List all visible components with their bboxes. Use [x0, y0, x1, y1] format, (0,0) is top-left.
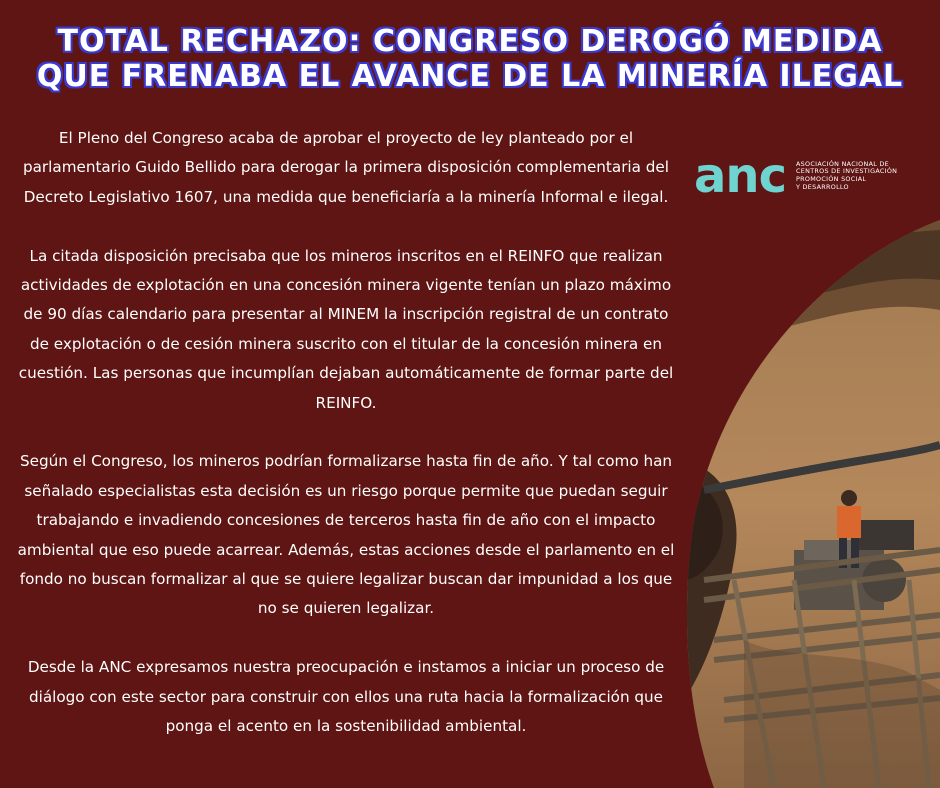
mining-photo — [684, 220, 940, 788]
logo-line-1: ASOCIACIÓN NACIONAL DE — [796, 159, 889, 168]
paragraph-4: Desde la ANC expresamos nuestra preocupación e instamos a iniciar un proceso de diálogo con este sector para construir con ellos una ruta hacia la formalización que ponga el acento en la sostenibilidad ambiental. — [27, 658, 665, 736]
paragraph-3: Según el Congreso, los mineros podrían formalizarse hasta fin de año. Y tal como han señalado especialistas esta decisión es un riesgo porque permite que puedan seguir trabajando e invadiendo concesiones de terceros hasta fin de año con el impacto ambiental que eso puede acarrear. Además, estas acciones desde el parlamento en el fondo no buscan formalizar al que se quiere legalizar buscan dar impunidad a los que no se quieren legalizar. — [17, 452, 675, 618]
headline-line-1: TOTAL RECHAZO: CONGRESO DEROGÓ MEDIDA — [57, 24, 883, 59]
paragraph-2: La citada disposición precisaba que los mineros inscritos en el REINFO que realizan actividades de explotación en una concesión minera vigente tenían un plazo máximo de 90 días calendario para presentar al MINEM la inscripción registral de un contrato de explotación o de cesión minera suscrito con el titular de la concesión minera en cuestión. Las personas que incumplían dejaban automáticamente de formar parte del REINFO. — [18, 246, 674, 412]
logo-line-3: PROMOCIÓN SOCIAL — [796, 175, 867, 183]
headline — [0, 24, 940, 94]
headline-line-2: QUE FRENABA EL AVANCE DE LA MINERÍA ILEGAL — [36, 59, 904, 94]
logo-line-4: Y DESARROLLO — [796, 182, 849, 191]
article-body — [12, 124, 680, 771]
paragraph-1: El Pleno del Congreso acaba de aprobar el proyecto de ley planteado por el parlamentario Guido Bellido para derogar la primera disposición complementaria del Decreto Legislativo 1607, una medida que beneficiaría a la minería Informal e ilegal. — [22, 129, 669, 206]
logo-line-2: CENTROS DE INVESTIGACIÓN — [796, 167, 898, 176]
anc-logo-subtitle — [796, 161, 926, 191]
anc-logo — [694, 148, 926, 204]
anc-logo-mark: anc — [694, 148, 787, 204]
